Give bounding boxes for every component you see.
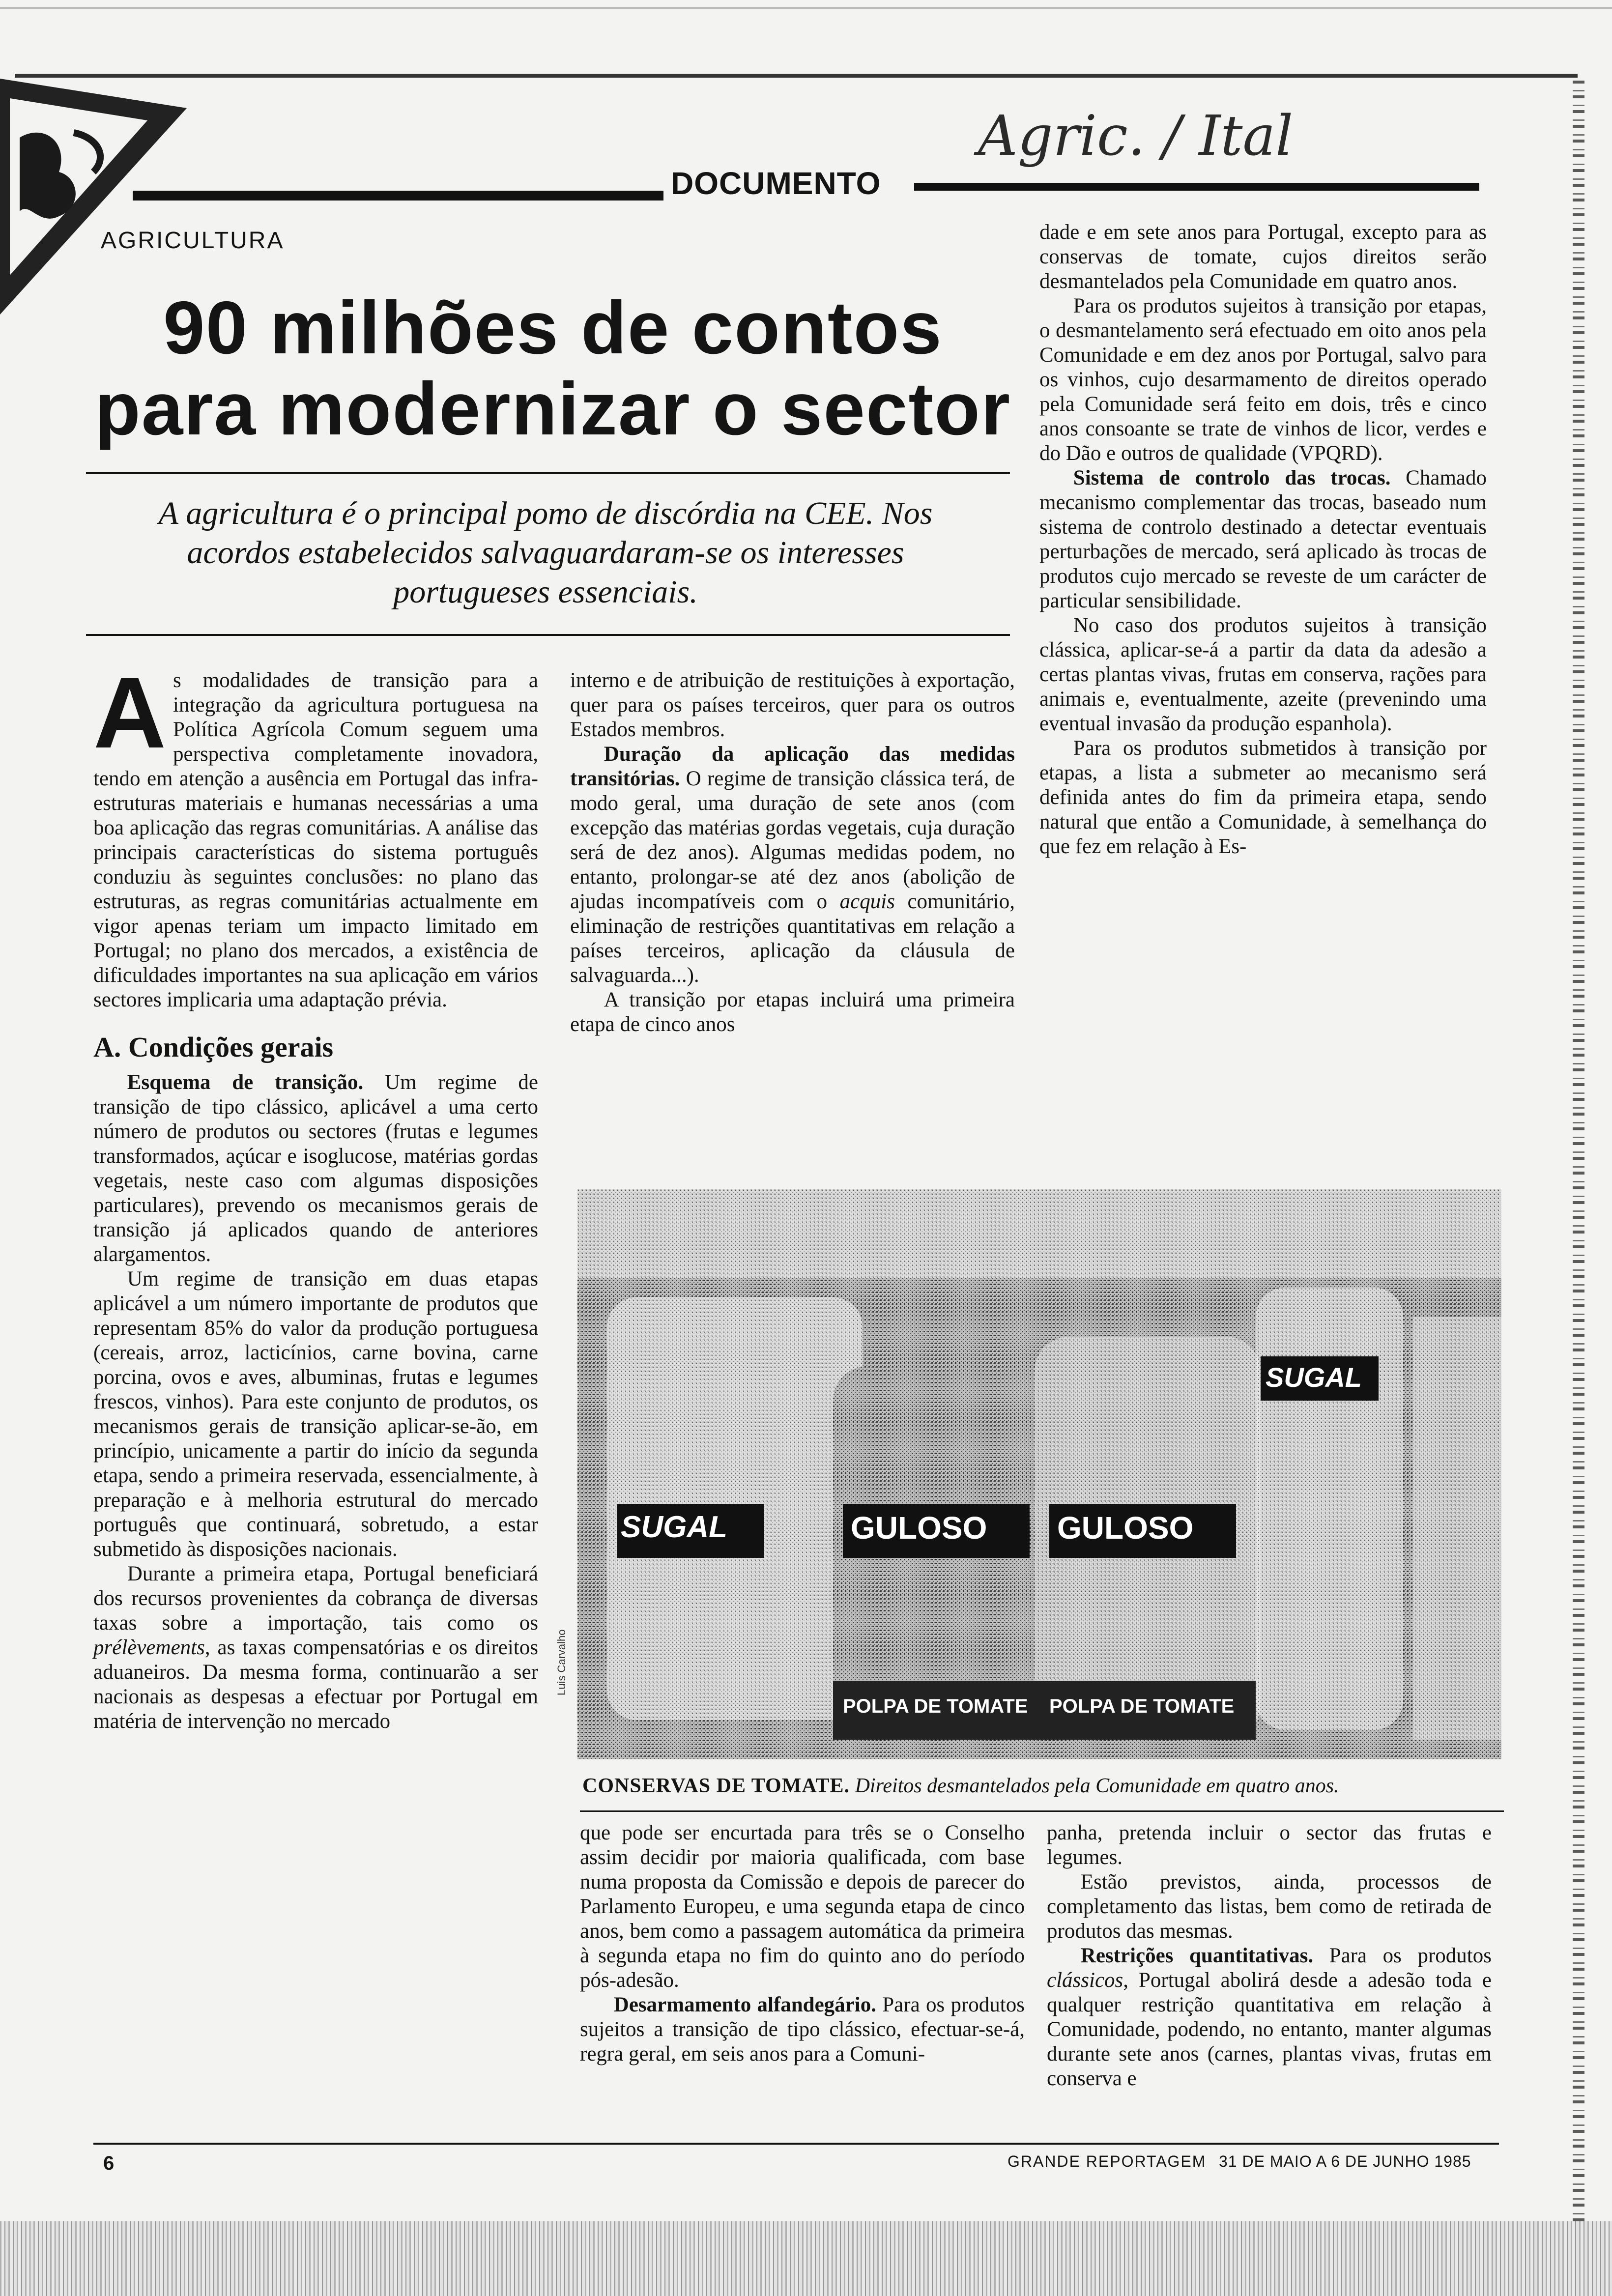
paragraph: Para os produtos submetidos à transição por etapas, a lista a submeter ao mecanismo será definida antes do fim da primeira etapa, sendo natural que então a Comunidade, à semelhança do que fez em relação à Es- <box>1039 737 1487 858</box>
can-brand-guloso-2: GULOSO <box>1057 1510 1194 1546</box>
can-brand-sugal-top: SUGAL <box>1266 1362 1362 1393</box>
paragraph-text: s modalidades de transição para a integração da agricultura portuguesa na Política Agrícola Comum seguem uma perspectiva completamente inovadora, tendo em atenção a ausência em Portugal das infra-estruturas materiais e humanas necessárias a uma boa aplicação das regras comunitárias. A análise das principais características do sistema português conduziu às seguintes conclusões: no plano das estruturas, as regras comunitárias actualmente em vigor apenas teriam um impacto limitado em Portugal; no plano dos mercados, a existência de dificuldades importantes na sua aplicação em vários sectores implicaria uma adaptação prévia. <box>93 669 538 1011</box>
paragraph: panha, pretenda incluir o sector das frutas e legumes. <box>1047 1821 1492 1869</box>
can-brand-guloso-1: GULOSO <box>851 1510 987 1546</box>
can-brand-sugal: SUGAL <box>621 1510 727 1544</box>
paragraph-text: Durante a primeira etapa, Portugal beneficiará dos recursos provenientes da cobrança de diversas taxas sobre a importação, tais como os <box>93 1562 538 1635</box>
photo-illustration <box>577 1189 1501 1759</box>
paragraph-text: , Portugal abolirá desde a adesão toda e qualquer restrição quantitativa em relação à Comunidade, podendo, no entanto, manter algumas durante sete anos (carnes, plantas vivas, frutas em conserva e <box>1047 1969 1492 2090</box>
article-title <box>86 287 1020 450</box>
paragraph: dade e em sete anos para Portugal, excepto para as conservas de tomate, cujos direitos serão desmantelados pela Comunidade em quatro anos. <box>1039 221 1487 293</box>
title-line-2: para modernizar o sector <box>94 367 1011 451</box>
footer-rule <box>93 2143 1499 2145</box>
subheading-customs: Desarmamento alfandegário. <box>613 1993 876 2016</box>
paragraph: No caso dos produtos sujeitos à transição clássica, aplicar-se-á a partir da data da adesão a certas plantas vivas, frutas em conserva, rações para animais e, eventualmente, azeite (prevenindo uma eventual invasão da produção espanhola). <box>1039 614 1487 735</box>
article-lead: A agricultura é o principal pomo de discórdia na CEE. Nos acordos estabelecidos salvaguardaram-se os interesses portugueses essenciais. <box>158 495 933 610</box>
paragraph-text: Um regime de transição de tipo clássico, aplicável a uma certo número de produtos ou sectores (frutas e legumes transformados, açúcar e isoglucose, matérias gordas vegetais, neste caso com algumas disposições particulares), prevendo os mecanismos gerais de transição já aplicados quando de anteriores alargamentos. <box>93 1071 538 1266</box>
title-rule <box>86 472 1010 474</box>
column-1 <box>93 657 538 1734</box>
paragraph: que pode ser encurtada para três se o Conselho assim decidir por maioria qualificada, com base numa proposta da Comissão e depois de parecer do Parlamento Europeu, e uma segunda etapa de cinco anos, bem como a passagem automática da primeira à segunda etapa no fim do quinto ano do período pós-adesão. <box>580 1821 1025 1992</box>
title-line-1: 90 milhões de contos <box>163 286 943 370</box>
paragraph-text: , as taxas compensatórias e os direitos aduaneiros. Da mesma forma, continuarão a ser nacionais as despesas a efectuar por Portugal em matéria de intervenção no mercado <box>93 1636 538 1733</box>
scan-edge-right <box>1573 79 1584 2221</box>
photo-tomato-cans <box>577 1189 1501 1759</box>
paragraph-text: Para os produtos sujeitos a transição de tipo clássico, efectuar-se-á, regra geral, em seis anos para a Comuni- <box>580 1993 1025 2066</box>
drop-cap: A <box>93 657 167 769</box>
column-3-bottom <box>1047 1821 1492 2091</box>
subheading-duration: Duração da aplicação das medidas transitórias. <box>570 743 1015 790</box>
subheading-trade-control: Sistema de controlo das trocas. <box>1073 466 1391 489</box>
paragraph-text: Para os produtos <box>1313 1944 1492 1967</box>
column-3-top <box>1039 220 1487 859</box>
scan-edge-top <box>0 7 1612 9</box>
column-2-top <box>570 668 1015 1037</box>
caption-title: CONSERVAS DE TOMATE. <box>582 1775 850 1797</box>
italic-term: acquis <box>839 890 895 913</box>
footer-publication: GRANDE REPORTAGEM <box>1008 2152 1207 2170</box>
photo-credit: Luis Carvalho <box>555 1629 568 1695</box>
photo-caption <box>582 1774 1506 1798</box>
paragraph: Para os produtos sujeitos à transição por etapas, o desmantelamento será efectuado em oito anos pela Comunidade e em dez anos por Portugal, salvo para os vinhos, cujo desarmamento de direitos operado pela Comunidade será feito em dois, três e cinco anos consoante se trate de vinhos de licor, verdes e do Dão e outros de qualidade (VPQRD). <box>1039 294 1487 465</box>
caption-text: Direitos desmantelados pela Comunidade em quatro anos. <box>850 1775 1339 1797</box>
footer-date: 31 DE MAIO A 6 DE JUNHO 1985 <box>1219 2152 1471 2170</box>
subheading-quantitative: Restrições quantitativas. <box>1080 1944 1314 1967</box>
italic-term: prélèvements <box>93 1636 205 1659</box>
paragraph: interno e de atribuição de restituições à exportação, quer para os países terceiros, quer para os outros Estados membros. <box>570 669 1015 741</box>
paragraph: A transição por etapas incluirá uma primeira etapa de cinco anos <box>570 988 1015 1036</box>
scan-noise-bottom <box>0 2221 1612 2296</box>
paragraph: Um regime de transição em duas etapas aplicável a um número importante de produtos que representam 85% do valor da produção portuguesa (cereais, arroz, lacticínios, carne bovina, carne porcina, ovos e aves, albuminas, frutas e legumes frescos, vinhos). Para este conjunto de produtos, os mecanismos gerais de transição aplicar-se-ão, em princípio, unicamente a partir do início da segunda etapa, sendo a primeira reservada, essencialmente, à preparação e à melhoria estrutural do mercado português que continuará, sobretudo, a estar submetido às disposições nacionais. <box>93 1267 538 1561</box>
section-label: DOCUMENTO <box>671 166 881 201</box>
paragraph: Estão previstos, ainda, processos de completamento das listas, bem como de retirada de produtos das mesmas. <box>1047 1870 1492 1943</box>
can-label-polpa-1: POLPA DE TOMATE <box>843 1695 1028 1717</box>
paragraph-text: comunitário, eliminação de restrições quantitativas em relação a países terceiros, aplicação da cláusula de salvaguarda...). <box>570 890 1015 987</box>
page-number: 6 <box>103 2152 115 2174</box>
can-label-polpa-2: POLPA DE TOMATE <box>1049 1695 1235 1717</box>
header-rule-left <box>133 191 663 201</box>
category-label: AGRICULTURA <box>101 228 285 254</box>
lead-rule <box>86 634 1010 636</box>
top-border-rule <box>15 74 1578 78</box>
paragraph-text: Chamado mecanismo complementar das trocas, baseado num sistema de controlo destinado a detectar eventuais perturbações de mercado, será aplicado às trocas de produtos cujo mercado se reveste de um carácter de particular sensibilidade. <box>1039 466 1487 612</box>
paragraph-text: O regime de transição clássica terá, de modo geral, uma duração de sete anos (com excepção das matérias gordas vegetais, cuja duração será de dez anos). Algumas medidas podem, no entanto, prolongar-se até dez anos (abolição de ajudas incompatíveis com o <box>570 767 1015 913</box>
handwritten-note: Agric. / Ital <box>978 104 1294 168</box>
subheading-transition-scheme: Esquema de transição. <box>127 1071 364 1094</box>
italic-term: clássicos <box>1047 1969 1123 1992</box>
column-2-bottom <box>580 1821 1025 2066</box>
caption-rule <box>580 1810 1504 1812</box>
section-heading-a: A. Condições gerais <box>93 1031 334 1063</box>
header-rule-right <box>914 183 1479 191</box>
